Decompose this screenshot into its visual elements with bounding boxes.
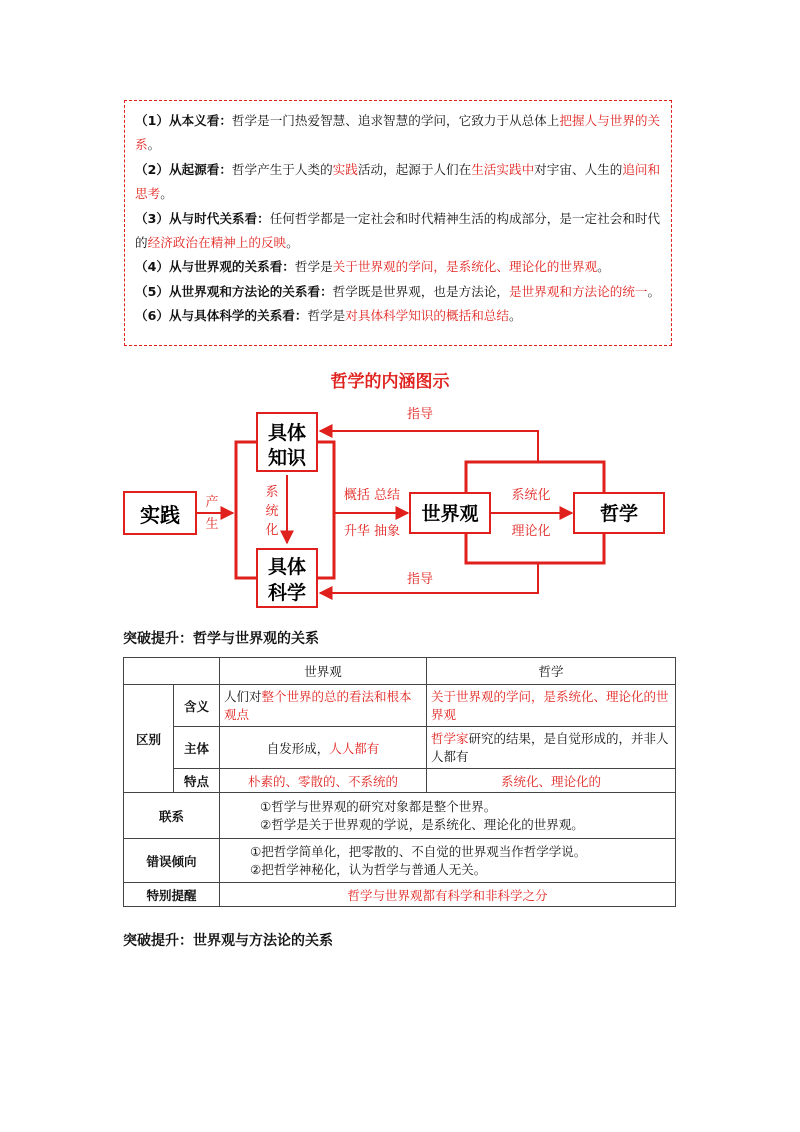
systematize-label-1: 系 (265, 485, 279, 500)
definition-key-phrase: 对具体科学知识的概括和总结 (345, 308, 509, 324)
definition-item (135, 109, 665, 158)
meaning-worldview (220, 685, 427, 727)
definition-text: 哲学是 (294, 259, 333, 275)
reminder-label: 特别提醒 (124, 883, 220, 907)
errors-content (220, 839, 676, 883)
practice-label: 实践 (140, 503, 180, 527)
subject-worldview-pre: 自发形成， (266, 740, 330, 756)
definition-text: 活动，起源于人们在 (357, 161, 472, 177)
connection-item-2: ②哲学是关于世界观的学说，是系统化、理论化的世界观。 (260, 816, 584, 832)
reminder-text: 哲学与世界观都有科学和非科学之分 (220, 883, 676, 907)
definition-text: 哲学产生于人类的 (231, 161, 333, 177)
theoretic-label: 理论化 (511, 524, 551, 539)
right-bracket (317, 442, 334, 578)
subject-label: 主体 (174, 727, 220, 769)
definition-heading-text: 从本义看： (168, 113, 232, 128)
feature-philosophy: 系统化、理论化的 (427, 769, 676, 793)
meaning-worldview-pre: 人们对 (224, 688, 262, 704)
science-label-1: 具体 (267, 556, 307, 578)
feature-label: 特点 (174, 769, 220, 793)
subject-philosophy-red: 哲学家 (431, 730, 469, 746)
definition-key-phrase: 是世界观和方法论的统一 (508, 283, 648, 299)
definition-text: 。 (160, 186, 173, 202)
left-bracket (236, 442, 257, 578)
section-title-1: 突破提升：哲学与世界观的关系 (123, 631, 319, 647)
definition-key-phrase: 生活实践中 (471, 161, 535, 177)
definition-text: 任何哲学都是一定社会和时代精神生活的构成部分，是一定社会和时代的 (135, 210, 661, 251)
connection-content (220, 793, 676, 839)
summarize-label: 概括 总结 (343, 488, 401, 503)
definition-heading: （4） (135, 259, 169, 275)
systematize-label-2: 统 (265, 504, 279, 519)
guide-top-line (320, 431, 538, 462)
errors-item-1: ①把哲学简单化，把零散的、不自觉的世界观当作哲学学说。 (250, 843, 587, 859)
definition-heading-text: 从与时代关系看： (168, 210, 270, 226)
definition-item (135, 280, 665, 304)
definition-heading: （5） (135, 283, 169, 299)
feature-worldview: 朴素的、零散的、不系统的 (220, 769, 427, 793)
definition-heading: （1） (135, 113, 169, 128)
definition-text: 哲学既是世界观，也是方法论， (332, 283, 509, 299)
definition-text: 。 (286, 235, 299, 251)
errors-label: 错误倾向 (124, 839, 220, 883)
definition-text: 。 (508, 308, 522, 324)
philosophy-label: 哲学 (599, 503, 639, 525)
definition-key-phrase: 关于世界观的学问，是系统化、理论化的世界观 (332, 259, 598, 275)
header-worldview: 世界观 (220, 658, 427, 685)
definition-text: 。 (147, 137, 161, 153)
definition-heading: （6） (135, 308, 169, 324)
definition-heading-text: 从与具体科学的关系看： (168, 308, 308, 324)
subject-philosophy (427, 727, 676, 769)
definition-text: 哲学是一门热爱智慧、追求智慧的学问，它致力于从总体上 (231, 113, 560, 128)
systematic-label: 系统化 (511, 488, 551, 503)
connection-label: 联系 (124, 793, 220, 839)
guide-bottom-label: 指导 (406, 572, 434, 587)
definition-item (135, 255, 665, 279)
definition-text: 对宇宙、人生的 (534, 161, 623, 177)
subject-worldview-red: 人人都有 (329, 740, 380, 756)
definition-key-phrase: 经济政治在精神上的反映 (147, 235, 287, 251)
knowledge-label-2: 知识 (267, 447, 307, 469)
definition-item (135, 304, 665, 328)
header-empty (124, 658, 220, 685)
errors-item-2: ②把哲学神秘化，认为哲学与普通人无关。 (250, 861, 487, 877)
meaning-worldview-red: 整个世界的总的看法和根本观点 (224, 688, 412, 722)
worldview-label: 世界观 (421, 503, 479, 525)
definition-item (135, 158, 665, 207)
definition-heading-text: 从与世界观的关系看： (168, 259, 295, 275)
meaning-philosophy: 关于世界观的学问，是系统化、理论化的世界观 (427, 685, 676, 727)
subject-philosophy-post: 研究的结果，是自觉形成的，并非人人都有 (431, 730, 669, 764)
header-philosophy: 哲学 (427, 658, 676, 685)
definition-box (124, 100, 672, 346)
connection-item-1: ①哲学与世界观的研究对象都是整个世界。 (260, 798, 497, 814)
difference-label: 区别 (124, 685, 174, 793)
sublimate-label: 升华 抽象 (343, 524, 401, 539)
comparison-table (123, 657, 676, 907)
definition-item (135, 207, 665, 256)
systematize-label-3: 化 (265, 523, 279, 538)
produce-label-1: 产 (205, 495, 219, 510)
section-title-2: 突破提升：世界观与方法论的关系 (123, 933, 333, 949)
definition-heading-text: 从起源看： (168, 161, 232, 177)
definition-heading: （2） (135, 161, 169, 177)
definition-heading-text: 从世界观和方法论的关系看： (168, 283, 333, 299)
subject-worldview (220, 727, 427, 769)
definition-text: 。 (647, 283, 661, 299)
definition-text: 哲学是 (307, 308, 346, 324)
definition-text: 。 (597, 259, 610, 275)
science-label-2: 科学 (267, 582, 307, 604)
guide-top-label: 指导 (406, 407, 434, 422)
definition-key-phrase: 实践 (332, 161, 358, 177)
produce-label-2: 生 (205, 517, 219, 532)
philosophy-connotation-diagram (120, 365, 680, 615)
definition-heading: （3） (135, 210, 169, 226)
definition-key-phrase: 把握人与世界的关系 (135, 113, 661, 153)
knowledge-label-1: 具体 (267, 422, 307, 444)
diagram-title: 哲学的内涵图示 (330, 372, 450, 392)
definition-key-phrase: 追问和思考 (135, 161, 661, 202)
meaning-label: 含义 (174, 685, 220, 727)
